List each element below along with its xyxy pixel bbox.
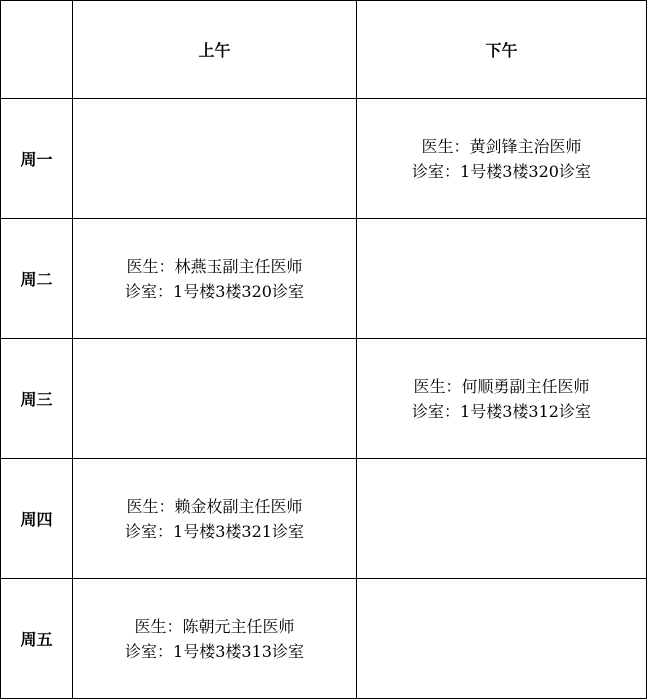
morning-slot bbox=[73, 579, 357, 699]
afternoon-slot-empty bbox=[357, 579, 647, 699]
morning-slot bbox=[73, 219, 357, 339]
doctor-text: 医生：陈朝元主任医师 bbox=[134, 616, 295, 636]
room-text: 诊室：1号楼3楼320诊室 bbox=[412, 161, 591, 181]
afternoon-slot bbox=[357, 99, 647, 219]
day-label: 周五 bbox=[1, 579, 73, 699]
room-text: 诊室：1号楼3楼321诊室 bbox=[125, 521, 304, 541]
afternoon-slot bbox=[357, 339, 647, 459]
doctor-text: 医生：何顺勇副主任医师 bbox=[413, 376, 590, 396]
doctor-text: 医生：赖金枚副主任医师 bbox=[126, 496, 303, 516]
table-row bbox=[1, 459, 647, 579]
doctor-text: 医生：黄剑锋主治医师 bbox=[421, 136, 582, 156]
afternoon-slot-empty bbox=[357, 219, 647, 339]
morning-slot-empty bbox=[73, 339, 357, 459]
table-row bbox=[1, 579, 647, 699]
header-afternoon: 下午 bbox=[357, 1, 647, 99]
day-label: 周二 bbox=[1, 219, 73, 339]
morning-slot-empty bbox=[73, 99, 357, 219]
day-label: 周四 bbox=[1, 459, 73, 579]
afternoon-slot-empty bbox=[357, 459, 647, 579]
table-row bbox=[1, 99, 647, 219]
table-row bbox=[1, 339, 647, 459]
room-text: 诊室：1号楼3楼313诊室 bbox=[125, 641, 304, 661]
table-row bbox=[1, 219, 647, 339]
room-text: 诊室：1号楼3楼320诊室 bbox=[125, 281, 304, 301]
day-label: 周三 bbox=[1, 339, 73, 459]
room-text: 诊室：1号楼3楼312诊室 bbox=[412, 401, 591, 421]
table-header-row bbox=[1, 1, 647, 99]
header-morning: 上午 bbox=[73, 1, 357, 99]
day-label: 周一 bbox=[1, 99, 73, 219]
morning-slot bbox=[73, 459, 357, 579]
header-corner-cell bbox=[1, 1, 73, 99]
doctor-text: 医生：林燕玉副主任医师 bbox=[126, 256, 303, 276]
